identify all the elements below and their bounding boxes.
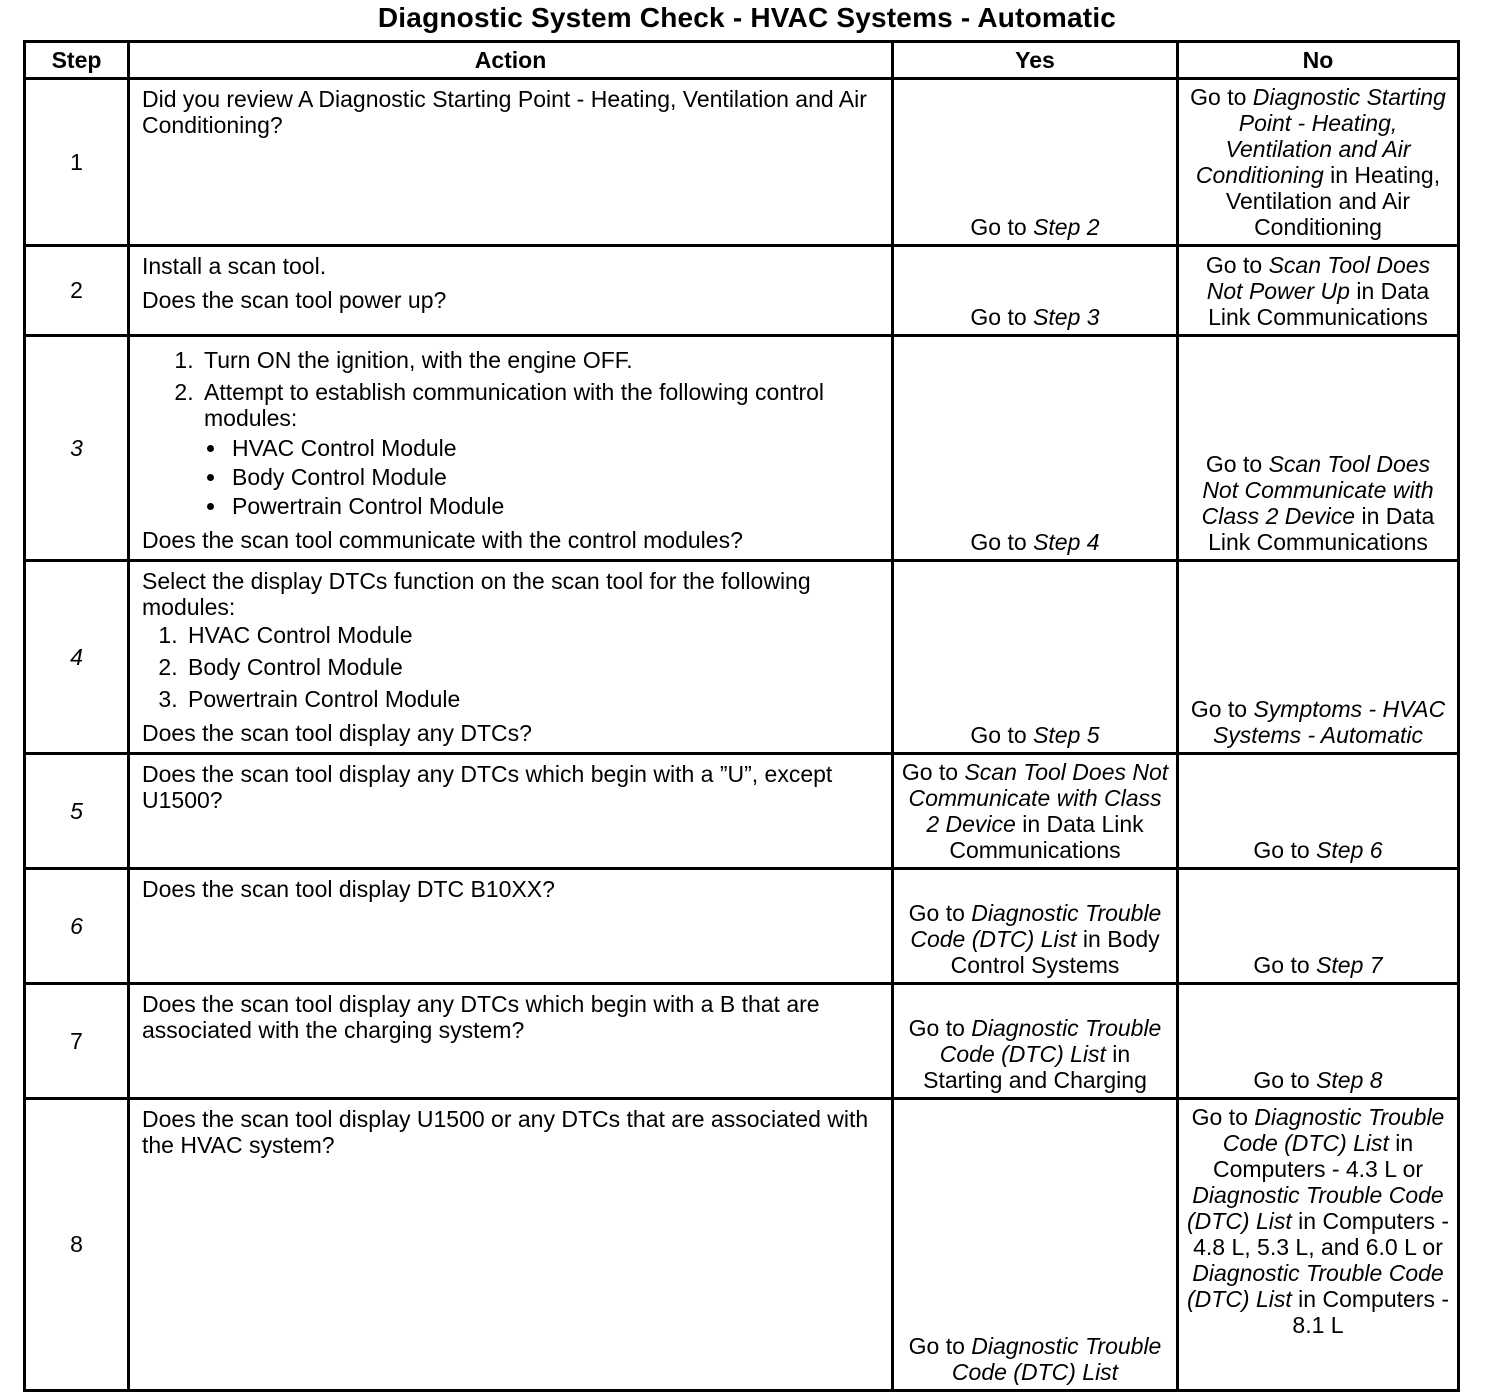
- step-number: 5: [25, 754, 129, 869]
- reference-link[interactable]: Scan Tool Does Not Power Up: [1206, 252, 1431, 304]
- step-number: 7: [25, 984, 129, 1099]
- module-list: [204, 435, 881, 519]
- module-item: • Powertrain Control Module: [228, 493, 881, 519]
- action-cell: [129, 1099, 893, 1391]
- table-row: [25, 79, 1459, 246]
- action-question: Does the scan tool display DTC B10XX?: [142, 876, 555, 902]
- module-item: 1. HVAC Control Module: [184, 622, 881, 648]
- action-cell: [129, 984, 893, 1099]
- module-item: 3. Powertrain Control Module: [184, 686, 881, 712]
- action-question: Does the scan tool power up?: [142, 287, 447, 313]
- yes-cell: Go to Diagnostic Trouble Code (DTC) List in Starting and Charging: [893, 984, 1178, 1099]
- action-cell: [129, 754, 893, 869]
- header-action: Action: [129, 42, 893, 79]
- yes-cell: Go to Diagnostic Trouble Code (DTC) List: [893, 1099, 1178, 1391]
- reference-link[interactable]: Scan Tool Does Not Communicate with Class 2 Device: [908, 759, 1169, 837]
- reference-link[interactable]: Symptoms - HVAC Systems - Automatic: [1212, 696, 1446, 748]
- step-link[interactable]: Step 7: [1316, 952, 1383, 978]
- header-row: [25, 42, 1459, 79]
- step-link[interactable]: Step 5: [1033, 722, 1100, 748]
- yes-cell: Go to Step 3: [893, 246, 1178, 336]
- no-cell: Go to Step 6: [1178, 754, 1459, 869]
- no-cell: Go to Diagnostic Starting Point - Heating, Ventilation and Air Conditioning in Heating, Ventilation and Air Conditioning: [1178, 79, 1459, 246]
- reference-link[interactable]: Diagnostic Trouble Code (DTC) List: [1187, 1182, 1444, 1234]
- page-title: Diagnostic System Check - HVAC Systems - Automatic: [377, 2, 1117, 33]
- reference-link[interactable]: Diagnostic Trouble Code (DTC) List: [951, 1333, 1162, 1385]
- step-number: 3: [25, 336, 129, 561]
- header-no: No: [1178, 42, 1459, 79]
- reference-link[interactable]: Diagnostic Trouble Code (DTC) List: [1222, 1104, 1445, 1156]
- header-yes: Yes: [893, 42, 1178, 79]
- action-cell: [129, 79, 893, 246]
- step-link[interactable]: Step 4: [1033, 529, 1100, 555]
- action-steps: [142, 622, 881, 712]
- reference-link[interactable]: Diagnostic Trouble Code (DTC) List: [939, 1015, 1162, 1067]
- table-row: [25, 336, 1459, 561]
- no-cell: Go to Scan Tool Does Not Communicate with Class 2 Device in Data Link Communications: [1178, 336, 1459, 561]
- action-question: Does the scan tool display any DTCs which begin with a ”U”, except U1500?: [142, 761, 833, 813]
- action-question: Does the scan tool display any DTCs?: [142, 720, 532, 746]
- no-cell: Go to Step 7: [1178, 869, 1459, 984]
- step-link[interactable]: Step 8: [1316, 1067, 1383, 1093]
- action-step: 1. Turn ON the ignition, with the engine OFF.: [200, 347, 881, 373]
- yes-cell: Go to Diagnostic Trouble Code (DTC) List in Body Control Systems: [893, 869, 1178, 984]
- table-row: [25, 246, 1459, 336]
- reference-link[interactable]: Diagnostic Trouble Code (DTC) List: [910, 900, 1162, 952]
- reference-link[interactable]: Scan Tool Does Not Communicate with Class 2 Device: [1201, 451, 1434, 529]
- action-question: Does the scan tool display U1500 or any DTCs that are associated with the HVAC system?: [142, 1106, 869, 1158]
- no-cell: Go to Scan Tool Does Not Power Up in Data Link Communications: [1178, 246, 1459, 336]
- step-number: 2: [25, 246, 129, 336]
- action-instruction: Select the display DTCs function on the scan tool for the following modules:: [142, 568, 811, 620]
- action-steps: [142, 347, 881, 519]
- action-cell: [129, 561, 893, 754]
- diagnostic-table: [23, 40, 1460, 1392]
- yes-cell: Go to Step 4: [893, 336, 1178, 561]
- step-number: 1: [25, 79, 129, 246]
- no-cell: Go to Symptoms - HVAC Systems - Automatic: [1178, 561, 1459, 754]
- no-cell: Go to Step 8: [1178, 984, 1459, 1099]
- action-cell: [129, 869, 893, 984]
- table-row: [25, 754, 1459, 869]
- step-link[interactable]: Step 3: [1033, 304, 1100, 330]
- module-item: • Body Control Module: [228, 464, 881, 490]
- module-item: 2. Body Control Module: [184, 654, 881, 680]
- action-question: Does the scan tool display any DTCs which begin with a B that are associated with the charging system?: [142, 991, 820, 1043]
- step-link[interactable]: Step 6: [1316, 837, 1383, 863]
- action-question: Did you review A Diagnostic Starting Point - Heating, Ventilation and Air Conditioning?: [142, 86, 867, 138]
- header-step: Step: [25, 42, 129, 79]
- step-number: 8: [25, 1099, 129, 1391]
- action-cell: [129, 336, 893, 561]
- table-row: [25, 561, 1459, 754]
- yes-cell: Go to Step 5: [893, 561, 1178, 754]
- step-link[interactable]: Step 2: [1033, 214, 1100, 240]
- step-number: 4: [25, 561, 129, 754]
- action-cell: [129, 246, 893, 336]
- action-instruction: Install a scan tool.: [142, 253, 327, 279]
- table-row: [25, 984, 1459, 1099]
- action-question: Does the scan tool communicate with the control modules?: [142, 527, 743, 553]
- table-row: [25, 1099, 1459, 1391]
- no-cell: Go to Diagnostic Trouble Code (DTC) List in Computers - 4.3 L or Diagnostic Trouble Code (DTC) List in Computers - 4.8 L, 5.3 L, and 6.0 L or Diagnostic Trouble Code (DTC) List in Computers - 8.1 L: [1178, 1099, 1459, 1391]
- step-number: 6: [25, 869, 129, 984]
- reference-link[interactable]: Diagnostic Trouble Code (DTC) List: [1187, 1260, 1444, 1312]
- yes-cell: Go to Step 2: [893, 79, 1178, 246]
- yes-cell: Go to Scan Tool Does Not Communicate with Class 2 Device in Data Link Communications: [893, 754, 1178, 869]
- table-row: [25, 869, 1459, 984]
- reference-link[interactable]: Diagnostic Starting Point - Heating, Ventilation and Air Conditioning: [1195, 84, 1446, 188]
- action-step: 2. Attempt to establish communication with the following control modules: • HVAC Control Module • Body Control Module • Powertrain Control Module: [200, 379, 881, 519]
- module-item: • HVAC Control Module: [228, 435, 881, 461]
